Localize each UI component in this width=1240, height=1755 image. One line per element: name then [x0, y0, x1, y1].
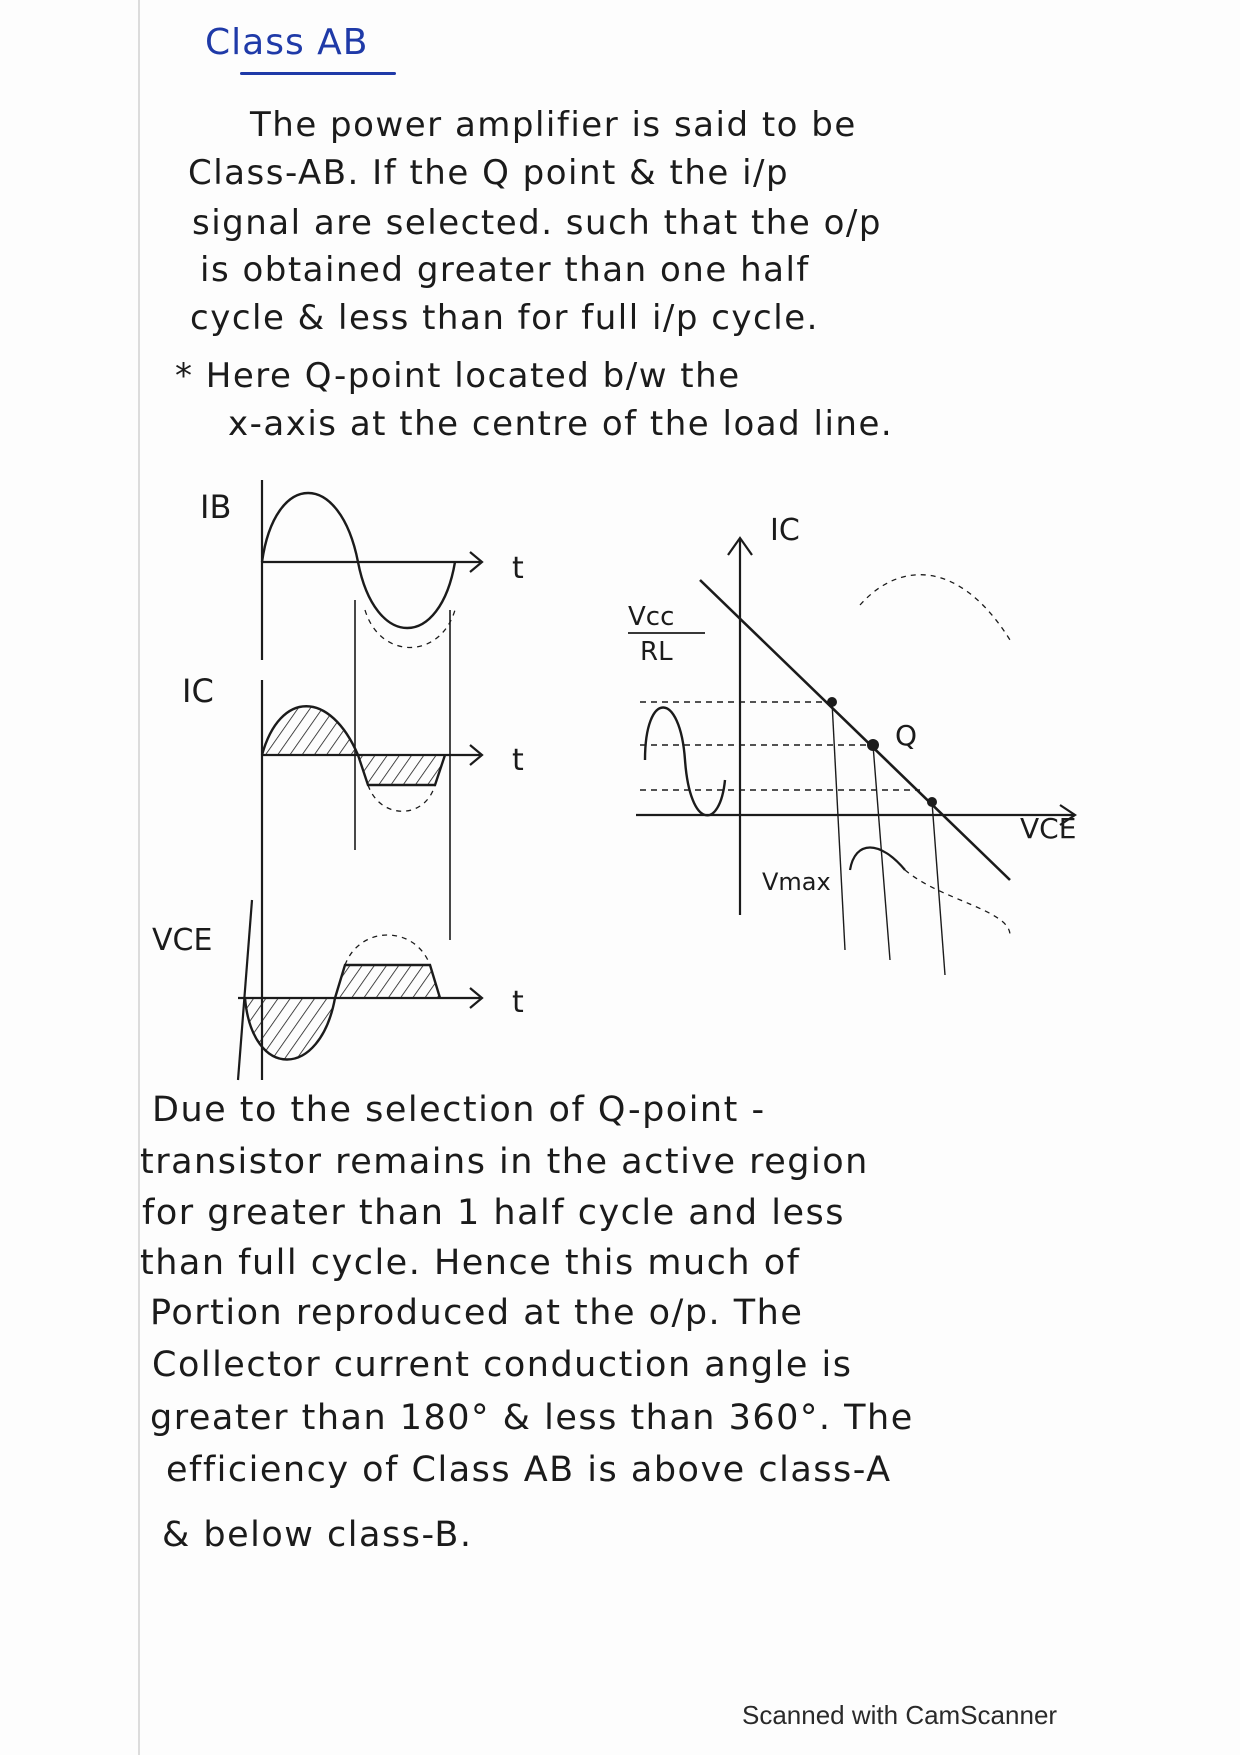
- vcc-intercept-denominator: RL: [640, 637, 673, 667]
- vcc-intercept-numerator: Vcc: [628, 602, 675, 632]
- ic-axis-label: IC: [770, 513, 800, 548]
- vce-y-axis: [238, 900, 252, 1080]
- note-line-1: * Here Q-point located b/w the: [175, 356, 741, 396]
- body-line-9: & below class-B.: [162, 1515, 473, 1555]
- vce-label: VCE: [152, 923, 213, 958]
- body-line-5: Portion reproduced at the o/p. The: [150, 1293, 804, 1333]
- ic-label: IC: [182, 672, 214, 710]
- input-current-wave: [645, 708, 725, 816]
- ib-sine-curve: [262, 493, 455, 628]
- ib-label: IB: [200, 488, 232, 526]
- body-line-6: Collector current conduction angle is: [152, 1345, 853, 1385]
- intro-line-5: cycle & less than for full i/p cycle.: [190, 298, 819, 338]
- load-line-plot: [628, 513, 1076, 975]
- vce-waveform-plot: [152, 900, 524, 1080]
- body-line-8: efficiency of Class AB is above class-A: [166, 1450, 892, 1490]
- intro-line-1: The power amplifier is said to be: [250, 105, 857, 145]
- body-line-1: Due to the selection of Q-point -: [152, 1090, 766, 1130]
- ib-waveform-plot: [200, 480, 524, 660]
- output-voltage-wave: [850, 848, 905, 871]
- ib-time-label: t: [512, 551, 524, 586]
- q-point-marker: [867, 739, 879, 751]
- body-line-7: greater than 180° & less than 360°. The: [150, 1398, 914, 1438]
- body-line-3: for greater than 1 half cycle and less: [142, 1193, 845, 1233]
- note-line-2: x-axis at the centre of the load line.: [228, 404, 894, 444]
- ic-time-label: t: [512, 743, 524, 778]
- vce-axis-label: VCE: [1020, 812, 1077, 845]
- load-line: [700, 580, 1010, 880]
- body-line-4: than full cycle. Hence this much of: [140, 1243, 801, 1283]
- q-point-label: Q: [895, 719, 918, 752]
- intro-line-2: Class-AB. If the Q point & the i/p: [188, 153, 790, 193]
- vce-time-label: t: [512, 985, 524, 1020]
- body-line-2: transistor remains in the active region: [140, 1142, 869, 1182]
- intro-line-3: signal are selected. such that the o/p: [192, 203, 882, 243]
- vmax-label: Vmax: [762, 868, 831, 896]
- page-title: Class AB: [205, 22, 369, 63]
- ic-waveform-plot: [182, 672, 524, 1080]
- intro-line-4: is obtained greater than one half: [200, 250, 810, 290]
- scanner-watermark: Scanned with CamScanner: [742, 1700, 1058, 1730]
